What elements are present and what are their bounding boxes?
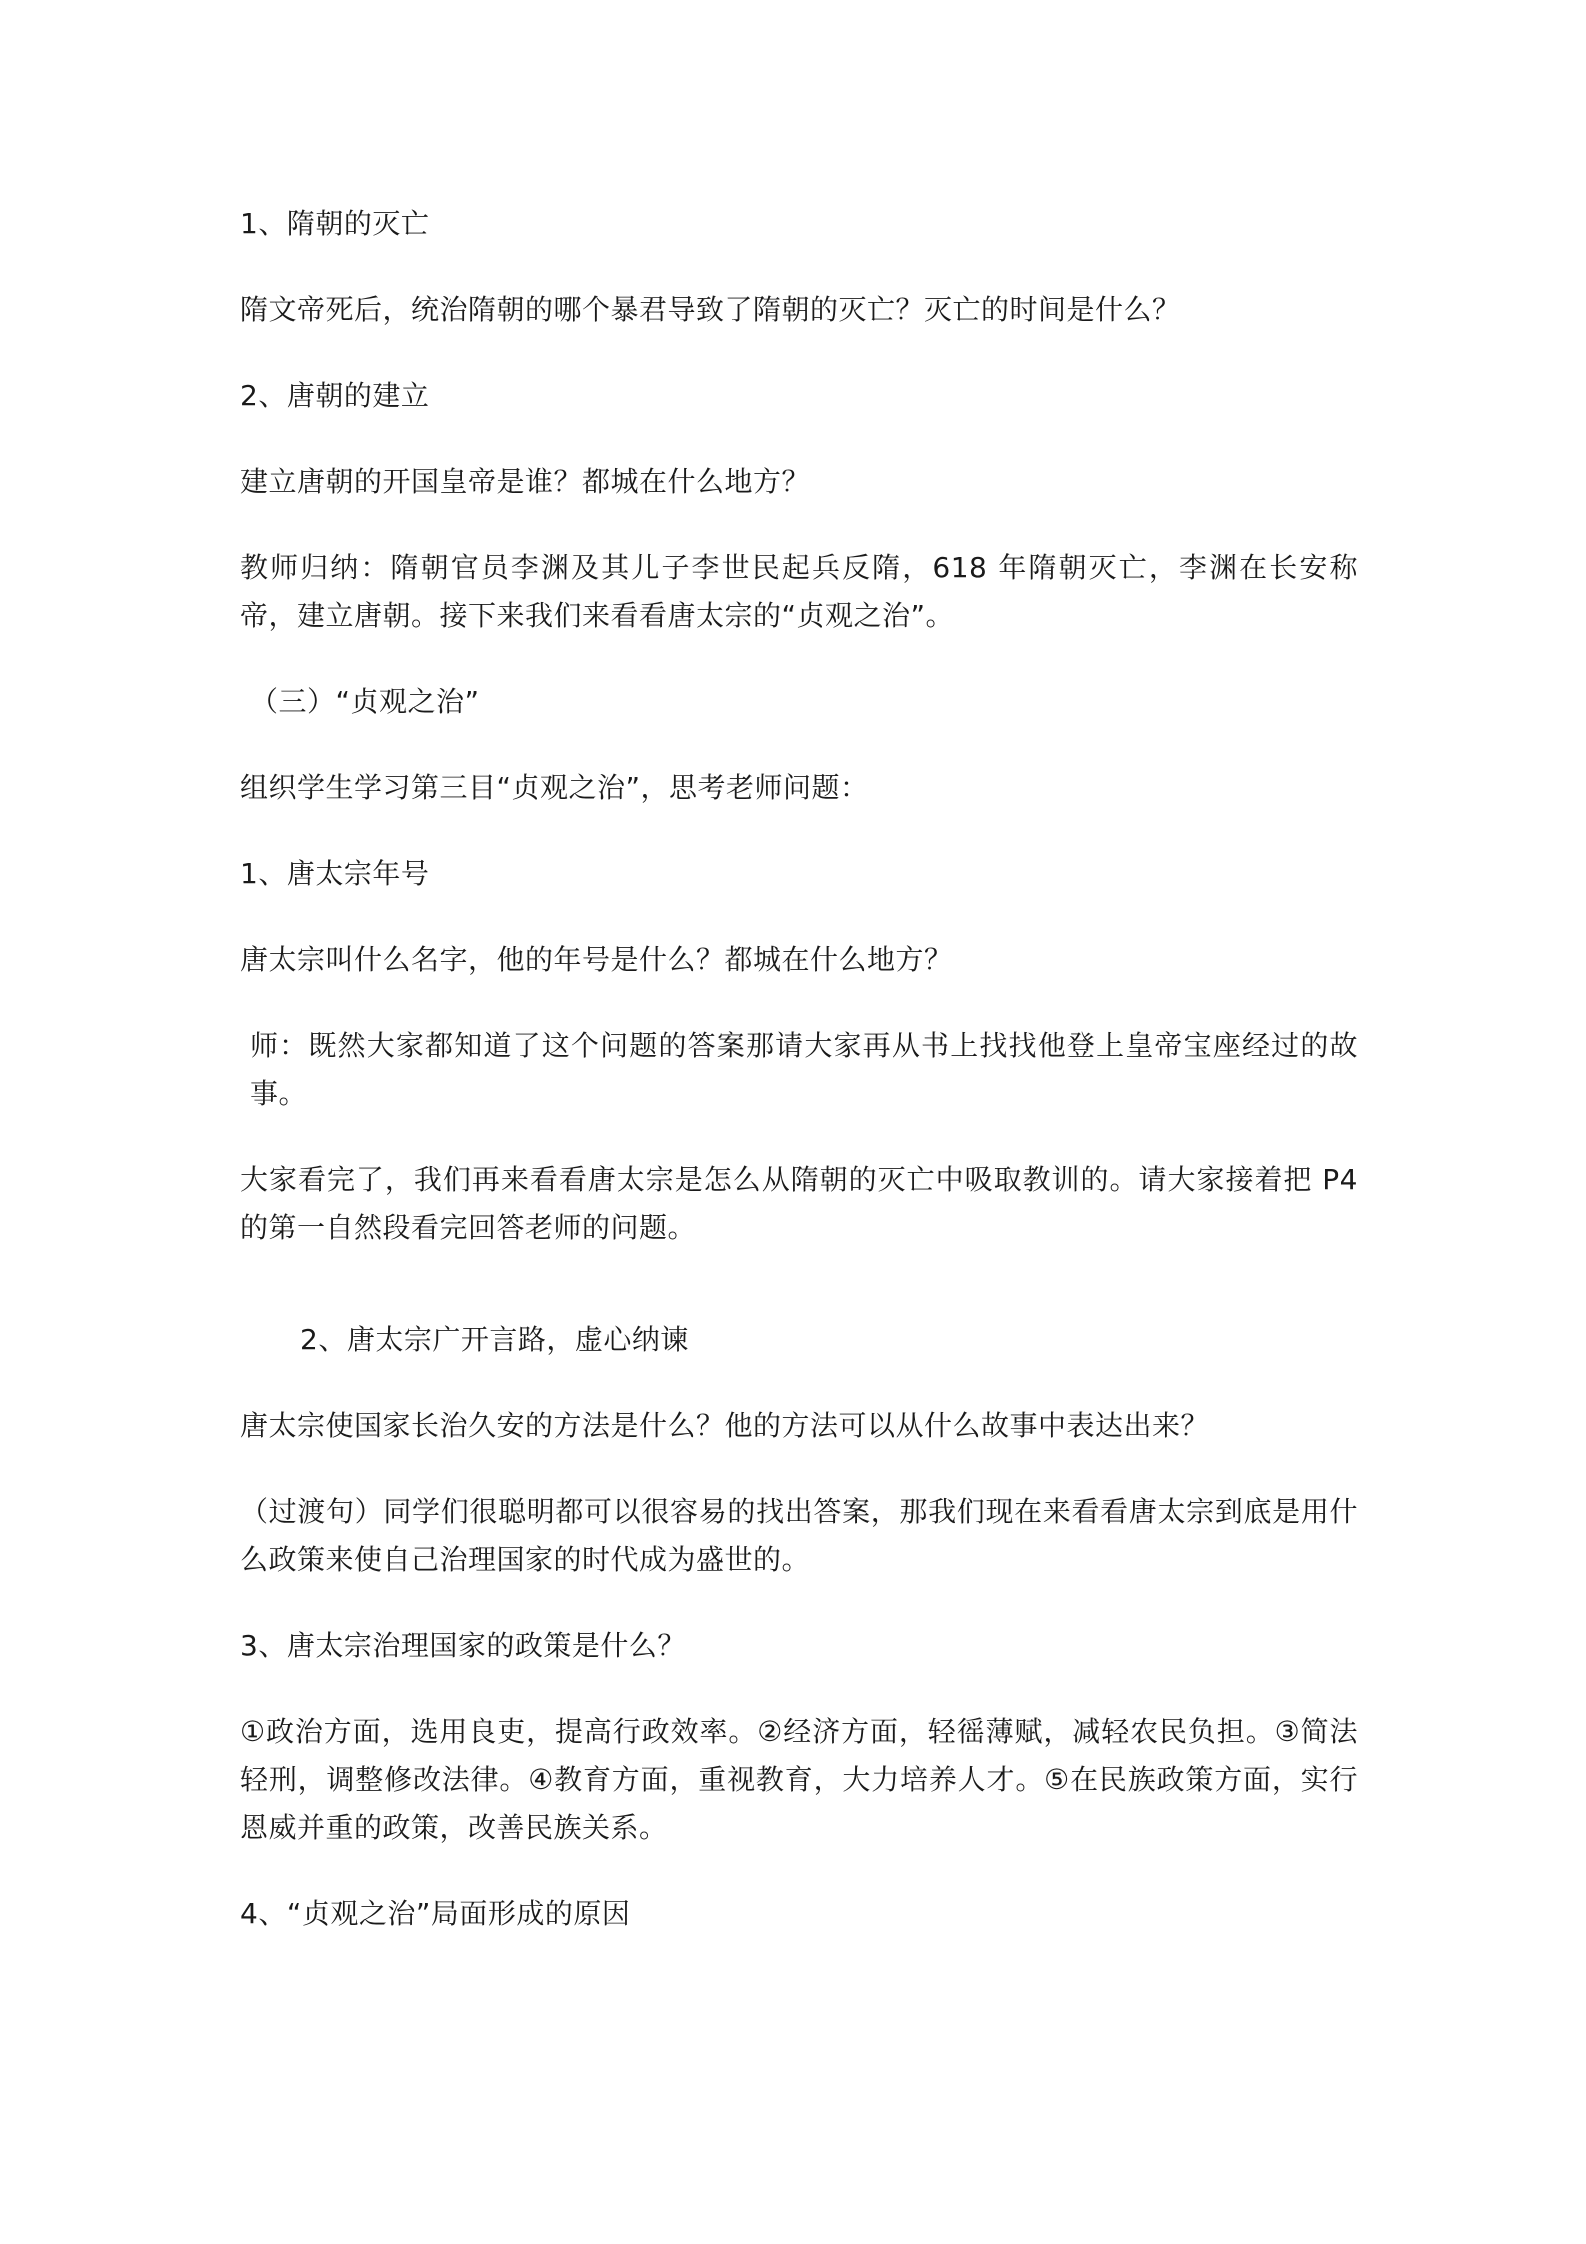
heading-taizong-era-name: 1、唐太宗年号 bbox=[240, 857, 430, 890]
question-tang-founder: 建立唐朝的开国皇帝是谁？都城在什么地方？ bbox=[240, 465, 811, 498]
transition-sentence: （过渡句）同学们很聪明都可以很容易的找出答案，那我们现在来看看唐太宗到底是用什么政策来使自己治理国家的时代成为盛世的。 bbox=[240, 1495, 1358, 1576]
document-body bbox=[240, 200, 1358, 1976]
heading-sui-fall: 1、隋朝的灭亡 bbox=[240, 207, 430, 240]
question-sui-fall: 隋文帝死后，统治隋朝的哪个暴君导致了隋朝的灭亡？灭亡的时间是什么？ bbox=[240, 293, 1181, 326]
heading-taizong-advice: 2、唐太宗广开言路，虚心纳谏 bbox=[300, 1323, 689, 1356]
heading-zhenguan-causes: 4、“贞观之治”局面形成的原因 bbox=[240, 1897, 631, 1930]
question-lasting-stability: 唐太宗使国家长治久安的方法是什么？他的方法可以从什么故事中表达出来？ bbox=[240, 1409, 1210, 1442]
heading-tang-founding: 2、唐朝的建立 bbox=[240, 379, 430, 412]
reading-instruction: 大家看完了，我们再来看看唐太宗是怎么从隋朝的灭亡中吸取教训的。请大家接着把 P4 的第一自然段看完回答老师的问题。 bbox=[240, 1163, 1358, 1244]
policy-list: ①政治方面，选用良吏，提高行政效率。②经济方面，轻徭薄赋，减轻农民负担。③简法轻刑，调整修改法律。④教育方面，重视教育，大力培养人才。⑤在民族政策方面，实行恩威并重的政策，改善民族关系。 bbox=[240, 1715, 1358, 1844]
teacher-summary: 教师归纳：隋朝官员李渊及其儿子李世民起兵反隋，618 年隋朝灭亡，李渊在长安称帝，建立唐朝。接下来我们来看看唐太宗的“贞观之治”。 bbox=[240, 551, 1358, 632]
question-taizong-name: 唐太宗叫什么名字，他的年号是什么？都城在什么地方？ bbox=[240, 943, 953, 976]
teacher-prompt-story: 师：既然大家都知道了这个问题的答案那请大家再从书上找找他登上皇帝宝座经过的故事。 bbox=[250, 1029, 1358, 1110]
heading-taizong-policies: 3、唐太宗治理国家的政策是什么？ bbox=[240, 1629, 686, 1662]
section-heading-zhenguan: （三）“贞观之治” bbox=[250, 685, 480, 718]
study-instruction: 组织学生学习第三目“贞观之治”，思考老师问题： bbox=[240, 771, 869, 804]
